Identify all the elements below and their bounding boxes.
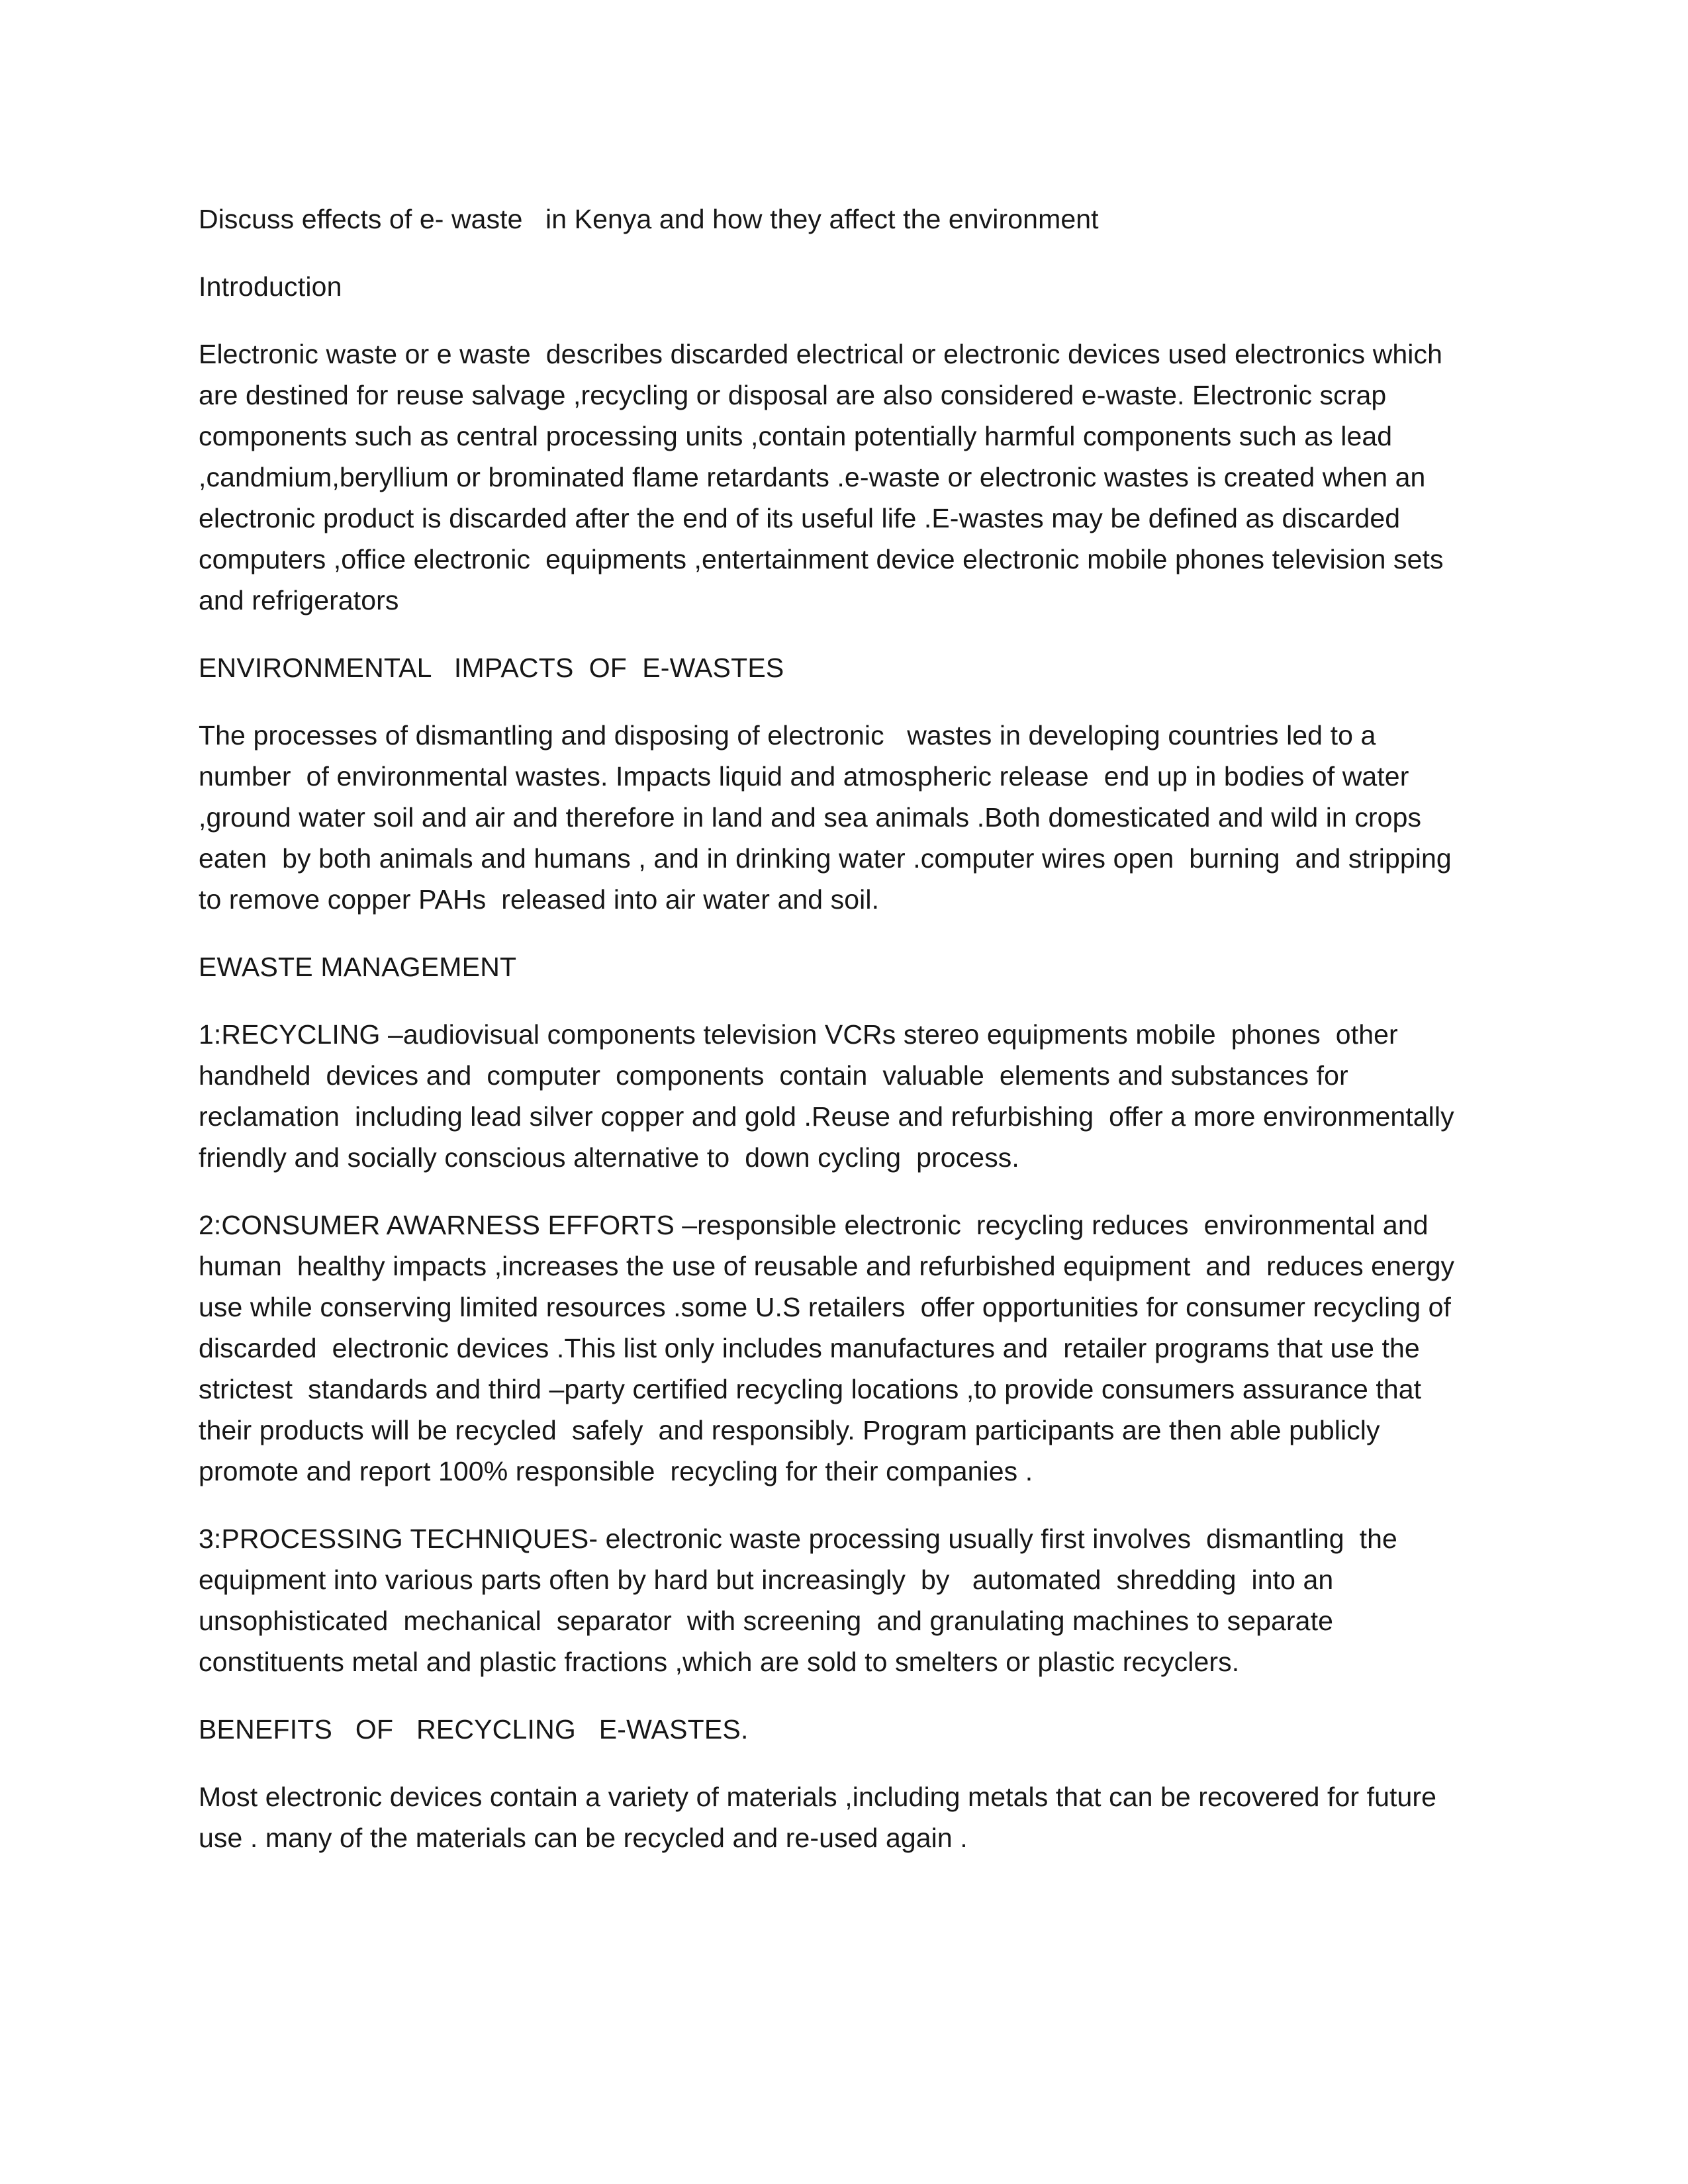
paragraph-consumer-awareness: 2:CONSUMER AWARNESS EFFORTS –responsible electronic recycling reduces environmental and human healthy impacts ,increases the use of reusable and refurbished equipment and reduces energy use while conserving limited resources .some U.S retailers offer opportunities for consumer recycling of discarded electronic devices .This list only includes manufactures and retailer programs that use the strictest standards and third –party certified recycling locations ,to provide consumers assurance that their products will be recycled safely and responsibly. Program participants are then able publicly promote and report 100% responsible recycling for their companies .: [199, 1210, 1462, 1486]
section-heading-benefits: BENEFITS OF RECYCLING E-WASTES.: [199, 1714, 749, 1745]
section-heading-introduction: Introduction: [199, 271, 342, 302]
paragraph-ewaste-definition: Electronic waste or e waste describes discarded electrical or electronic devices used electronics which are destined for reuse salvage ,recycling or disposal are also considered e-waste. Electronic scrap components such as central processing units ,contain potentially harmful components such as lead ,candmium,beryllium or brominated flame retardants .e-waste or electronic wastes is created when an electronic product is discarded after the end of its useful life .E-wastes may be defined as discarded computers ,office electronic equipments ,entertainment device electronic mobile phones television sets and refrigerators: [199, 339, 1452, 615]
section-heading-ewaste-management: EWASTE MANAGEMENT: [199, 952, 517, 982]
paragraph-processing-techniques: 3:PROCESSING TECHNIQUES- electronic waste processing usually first involves dismantling the equipment into various parts often by hard but increasingly by automated shredding into an unsophisticated mechanical separator with screening and granulating machines to separate constituents metal and plastic fractions ,which are sold to smelters or plastic recyclers.: [199, 1524, 1405, 1677]
paragraph-benefits: Most electronic devices contain a variety of materials ,including metals that can be recovered for future use . many of the materials can be recycled and re-used again .: [199, 1782, 1444, 1853]
paragraph-environmental-impacts: The processes of dismantling and disposing of electronic wastes in developing countries led to a number of environmental wastes. Impacts liquid and atmospheric release end up in bodies of water ,ground water soil and air and therefore in land and sea animals .Both domesticated and wild in crops eaten by both animals and humans , and in drinking water .computer wires open burning and stripping to remove copper PAHs released into air water and soil.: [199, 720, 1460, 915]
document-title: Discuss effects of e- waste in Kenya and how they affect the environment: [199, 204, 1099, 234]
paragraph-recycling: 1:RECYCLING –audiovisual components television VCRs stereo equipments mobile phones other handheld devices and computer components contain valuable elements and substances for reclamation including lead silver copper and gold .Reuse and refurbishing offer a more environmentally friendly and socially conscious alternative to down cycling process.: [199, 1019, 1462, 1173]
section-heading-environmental-impacts: ENVIRONMENTAL IMPACTS OF E-WASTES: [199, 653, 784, 683]
